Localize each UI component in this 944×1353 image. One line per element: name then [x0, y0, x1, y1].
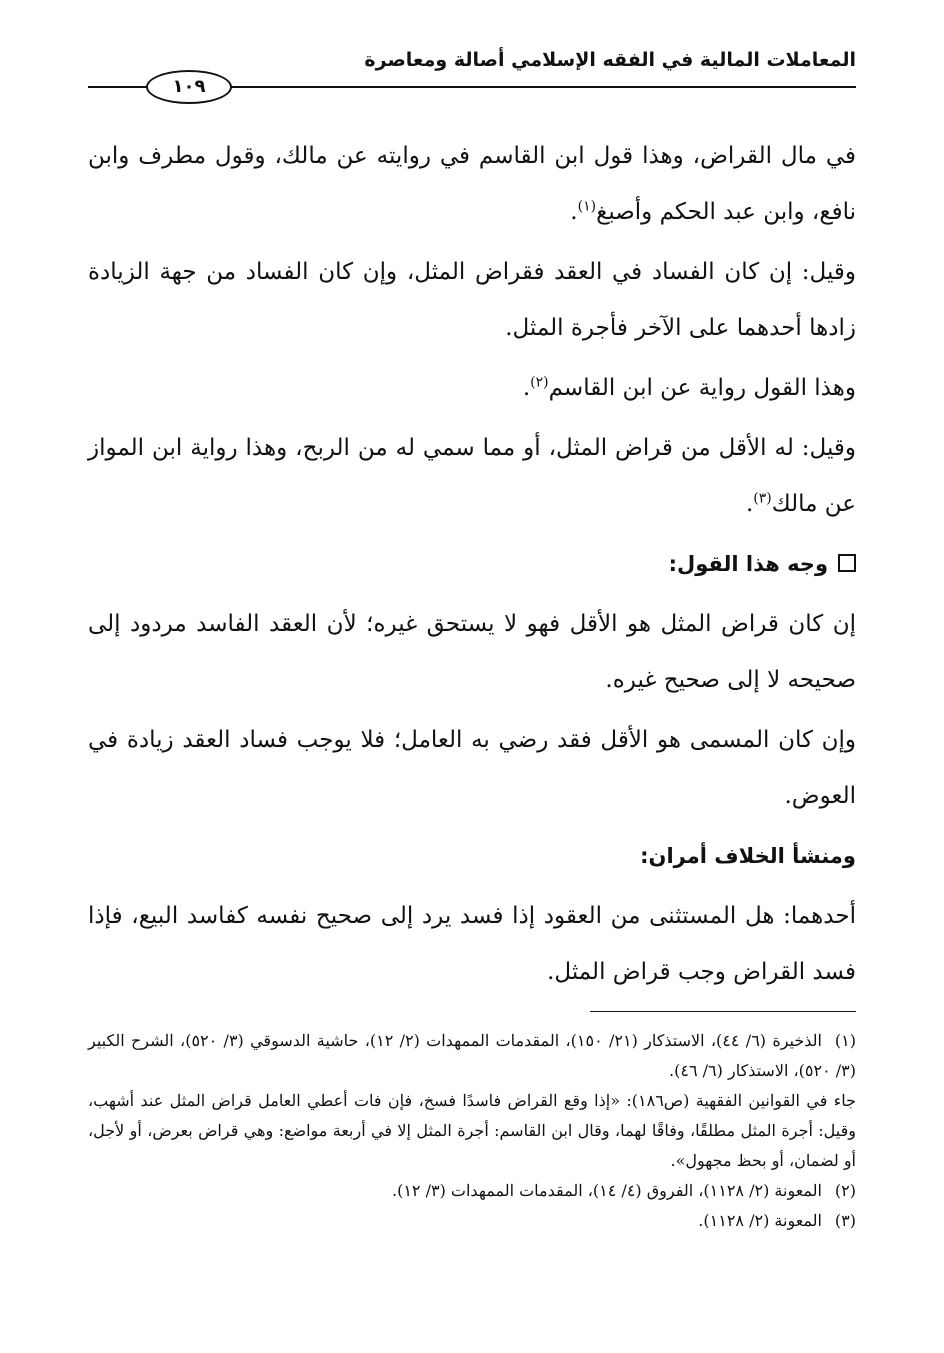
- running-header: المعاملات المالية في الفقه الإسلامي أصالة ومعاصرة: [364, 49, 856, 71]
- footnotes: [88, 1026, 856, 1236]
- paragraph-6: وإن كان المسمى هو الأقل فقد رضي به العامل؛ فلا يوجب فساد العقد زيادة في العوض.: [88, 727, 856, 809]
- paragraph-1: في مال القراض، وهذا قول ابن القاسم في روايته عن مالك، وقول مطرف وابن نافع، وابن عبد الحكم وأصبغ$^{(١)}$.: [88, 143, 856, 225]
- footnote-1-note: جاء في القوانين الفقهية (ص١٨٦): «إذا وقع القراض فاسدًا فسخ، فإن فات أعطي العامل قراض المثل عند أشهب، وقيل: أجرة المثل مطلقًا، وفاقًا لهما، وقال ابن القاسم: أجرة المثل إلا في أربعة مواضع: وهي قراض بعرض، أو لأجل، أو لضمان، أو بحظ مجهول».: [88, 1091, 857, 1170]
- section-heading-1: وجه هذا القول:: [88, 536, 856, 592]
- paragraph-5: إن كان قراض المثل هو الأقل فهو لا يستحق غيره؛ لأن العقد الفاسد مردود إلى صحيحه لا إلى صحيح غيره.: [88, 611, 856, 693]
- square-bullet-icon: [838, 554, 856, 572]
- paragraph-7: أحدهما: هل المستثنى من العقود إذا فسد يرد إلى صحيح نفسه كفاسد البيع، فإذا فسد القراض وجب قراض المثل.: [88, 903, 856, 985]
- footnote-ref-2[interactable]: (٢): [530, 374, 549, 391]
- footnote-1: (١)الذخيرة (٦/ ٤٤)، الاستذكار (٢١/ ١٥٠)، المقدمات الممهدات (٢/ ١٢)، حاشية الدسوقي (٣/ ٥٢٠)، الشرح الكبير (٣/ ٥٢٠)، الاستذكار (٦/ ٤٦).: [88, 1031, 856, 1080]
- paragraph-3: وهذا القول رواية عن ابن القاسم$^{(٢)}$.: [522, 374, 856, 401]
- footnote-ref-3[interactable]: (٣): [753, 490, 772, 507]
- body-text: [88, 128, 856, 1004]
- footnote-ref-1[interactable]: (١): [577, 198, 597, 215]
- footnote-separator: [590, 1011, 856, 1012]
- paragraph-4: وقيل: له الأقل من قراض المثل، أو مما سمي له من الربح، وهذا رواية ابن المواز عن مالك$^{(٣)}$.: [88, 435, 856, 517]
- section-heading-2: ومنشأ الخلاف أمران:: [640, 844, 856, 868]
- footnote-3: (٣)المعونة (٢/ ١١٢٨).: [698, 1211, 856, 1230]
- paragraph-2: وقيل: إن كان الفساد في العقد فقراض المثل، وإن كان الفساد من جهة الزيادة زادها أحدهما على الآخر فأجرة المثل.: [88, 259, 856, 341]
- page-number: ١٠٩: [146, 70, 232, 104]
- footnote-2: (٢)المعونة (٢/ ١١٢٨)، الفروق (٤/ ١٤)، المقدمات الممهدات (٣/ ١٢).: [391, 1181, 856, 1200]
